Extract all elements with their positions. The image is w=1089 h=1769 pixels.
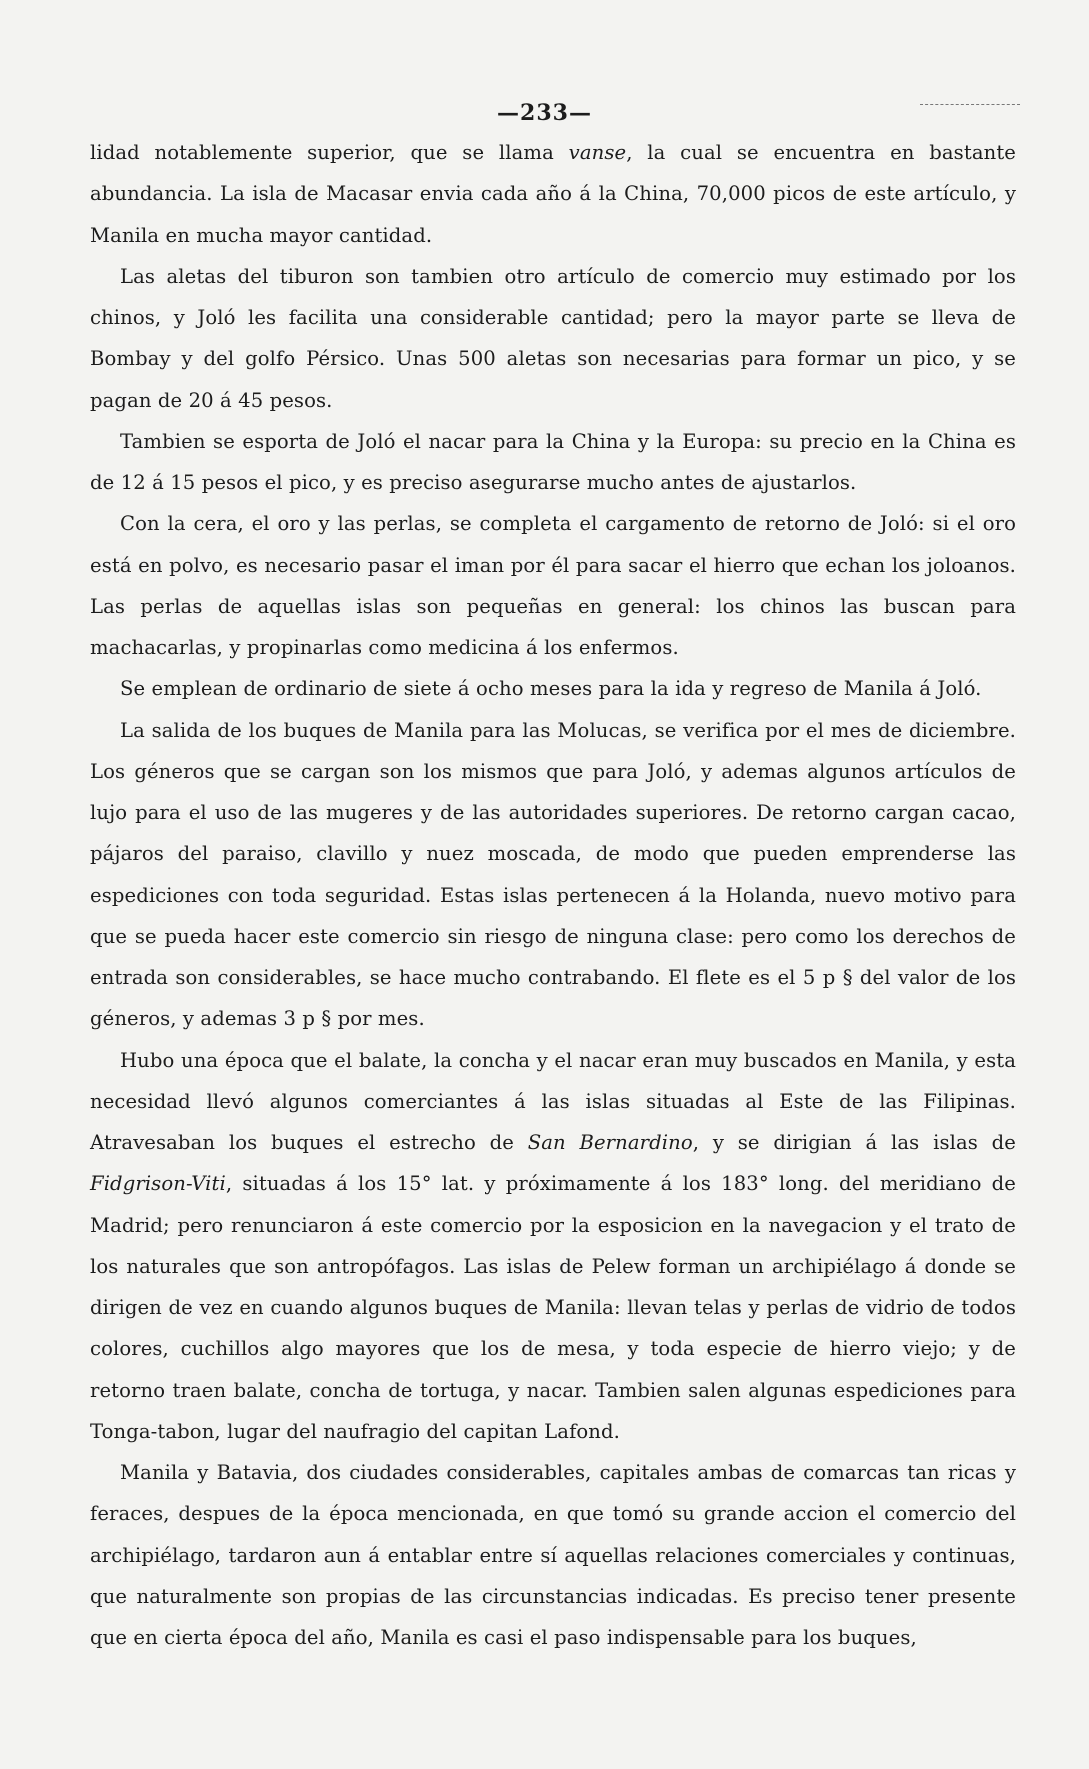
paragraph-2: Las aletas del tiburon son tambien otro artículo de comercio muy estimado por los chinos, y Joló les facilita una considerable cantidad; pero la mayor parte se lleva de Bombay y del golfo Pérsico. Unas 500 aletas son necesarias para formar un pico, y se pagan de 20 á 45 pesos. xyxy=(90,264,1016,412)
italic-term: vanse xyxy=(568,141,627,164)
paragraph-6: La salida de los buques de Manila para las Molucas, se verifica por el mes de diciembre. Los géneros que se cargan son los mismos que para Joló, y ademas algunos artículos de lujo para el uso de las mugeres y de las autoridades superiores. De retorno cargan cacao, pájaros del paraiso, clavillo y nuez moscada, de modo que pueden emprenderse las espediciones con toda seguridad. Estas islas pertenecen á la Holanda, nuevo motivo para que se pueda hacer este comercio sin riesgo de ninguna clase: pero como los derechos de entrada son considerables, se hace mucho contrabando. El flete es el 5 p § del valor de los géneros, y ademas 3 p § por mes. xyxy=(90,718,1016,1031)
text-run: , la cual se encuentra en bastante abundancia. La isla de Macasar envia cada año á la China, 70,000 picos de este artículo, y Manila en mucha mayor cantidad. xyxy=(90,141,1016,247)
italic-term: Fidgrison-Viti xyxy=(90,1172,226,1196)
paragraph-5: Se emplean de ordinario de siete á ocho meses para la ida y regreso de Manila á Joló. xyxy=(120,677,982,701)
page-number: — 233 — xyxy=(0,100,1089,126)
text-run: lidad notablemente superior, que se llama xyxy=(90,141,569,164)
text-run: , y se dirigian á las islas de xyxy=(692,1131,1017,1154)
paragraph-8: Manila y Batavia, dos ciudades considerables, capitales ambas de comarcas tan ricas y feraces, despues de la época mencionada, en que tomó su grande accion el comercio del archipiélago, tardaron aun á entablar entre sí aquellas relaciones comerciales y continuas, que naturalmente son propias de las circunstancias indicadas. Es preciso tener presente que en cierta época del año, Manila es casi el paso indispensable para los buques, xyxy=(90,1461,1016,1649)
paragraph-1 xyxy=(90,132,1016,256)
paragraph-7 xyxy=(90,1040,1016,1453)
paragraph-3: Tambien se esporta de Joló el nacar para la China y la Europa: su precio en la China es de 12 á 15 pesos el pico, y es preciso asegurarse mucho antes de ajustarlos. xyxy=(90,429,1016,494)
paragraph-4: Con la cera, el oro y las perlas, se completa el cargamento de retorno de Joló: si el oro está en polvo, es necesario pasar el iman por él para sacar el hierro que echan los joloanos. Las perlas de aquellas islas son pequeñas en general: los chinos las buscan para machacarlas, y propinarlas como medicina á los enfermos. xyxy=(90,512,1016,659)
text-run: Hubo una época que el balate, la concha y el nacar eran muy buscados en Manila, y esta necesidad llevó algunos comerciantes á las islas situadas al Este de las Filipinas. Atravesaban los buques el estrecho de xyxy=(90,1048,1016,1154)
italic-term: San Bernardino xyxy=(527,1131,693,1154)
corner-mark xyxy=(920,104,1020,107)
body-text xyxy=(90,132,1016,1658)
text-run: , situadas á los 15° lat. y próximamente á los 183° long. del meridiano de Madrid; pero renunciaron á este comercio por la esposicion en la navegacion y el trato de los naturales que son antropófagos. Las islas de Pelew forman un archipiélago á donde se dirigen de vez en cuando algunos buques de Manila: llevan telas y perlas de vidrio de todos colores, cuchillos algo mayores que los de mesa, y toda especie de hierro viejo; y de retorno traen balate, concha de tortuga, y nacar. Tambien salen algunas espediciones para Tonga-tabon, lugar del naufragio del capitan Lafond. xyxy=(90,1172,1016,1443)
